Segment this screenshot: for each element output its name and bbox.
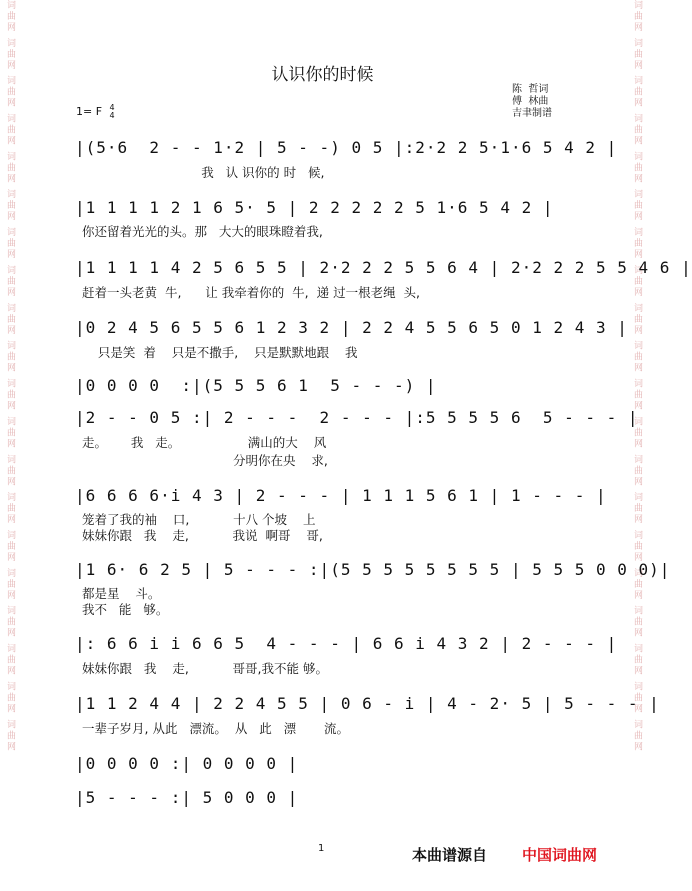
lyricist-credit: 陈 哲词 [512, 84, 549, 95]
staff-line-12: |5 - - - :| 5 0 0 0 | [75, 788, 299, 807]
credits [512, 84, 552, 120]
lyric-line-3: 赶着一头老黄 牛, 让 我牵着你的 牛, 递 过一根老绳 头, [82, 285, 420, 300]
composer-credit: 傅 林曲 [512, 96, 549, 107]
time-top: 4 [109, 103, 115, 112]
arranger-credit: 吉聿制谱 [512, 108, 552, 119]
lyric-line-10: 我不 能 够。 [82, 602, 169, 617]
staff-line-5: |0 0 0 0 :|(5 5 5 6 1 5 - - -) | [75, 376, 437, 395]
staff-line-8: |1 6· 6 2 5 | 5 - - - :|(5 5 5 5 5 5 5 5 | 5 5 5 0 0 0)| [75, 560, 671, 579]
lyric-line-8: 妹妹你跟 我 走, 我说 啊哥 哥, [82, 528, 323, 543]
song-title: 认识你的时候 [271, 65, 374, 85]
lyric-line-1: 我 认 识你的 时 候, [82, 165, 325, 180]
staff-line-6: |2 - - 0 5 :| 2 - - - 2 - - - |:5 5 5 5 6 5 - - - | [75, 408, 639, 427]
lyric-line-11: 妹妹你跟 我 走, 哥哥,我不能 够。 [82, 661, 328, 676]
staff-line-3: |1 1 1 1 4 2 5 6 5 5 | 2·2 2 2 5 5 6 4 | 2·2 2 2 5 5 4 6 | [75, 258, 692, 277]
lyric-line-12: 一辈子岁月, 从此 漂流。 从 此 漂 流。 [82, 721, 349, 736]
staff-line-4: |0 2 4 5 6 5 5 6 1 2 3 2 | 2 2 4 5 5 6 5 0 1 2 4 3 | [75, 318, 628, 337]
staff-line-2: |1 1 1 1 2 1 6 5· 5 | 2 2 2 2 2 5 1·6 5 4 2 | [75, 198, 554, 217]
staff-line-7: |6 6 6 6·i 4 3 | 2 - - - | 1 1 1 5 6 1 | 1 - - - | [75, 486, 607, 505]
source-label: 本曲谱源自 [412, 846, 488, 864]
time-signature [110, 104, 115, 120]
lyric-line-2: 你还留着光光的头。那 大大的眼珠瞪着我, [82, 224, 323, 239]
lyric-line-5: 走。 我 走。 满山的大 风 [82, 435, 327, 450]
time-bottom: 4 [109, 111, 115, 120]
lyric-line-7: 笼着了我的袖 口, 十八 个坡 上 [82, 512, 316, 527]
key-label: 1= F [76, 105, 103, 118]
staff-line-9: |: 6 6 i i 6 6 5 4 - - - | 6 6 i 4 3 2 | 2 - - - | [75, 634, 618, 653]
watermark-left: 词曲网 词曲网 词曲网 词曲网 词曲网 词曲网 词曲网 词曲网 词曲网 词曲网 词曲网 词曲网 词曲网 词曲网 词曲网 词曲网 词曲网 词曲网 词曲网 词曲网 [5, 0, 15, 753]
lyric-line-4: 只是笑 着 只是不撒手, 只是默默地跟 我 [82, 345, 358, 360]
watermark-right: 词曲网 词曲网 词曲网 词曲网 词曲网 词曲网 词曲网 词曲网 词曲网 词曲网 词曲网 词曲网 词曲网 词曲网 词曲网 词曲网 词曲网 词曲网 词曲网 词曲网 [632, 0, 642, 753]
site-name[interactable]: 中国词曲网 [522, 846, 598, 864]
staff-line-10: |1 1 2 4 4 | 2 2 4 5 5 | 0 6 - i | 4 - 2· 5 | 5 - - - | [75, 694, 660, 713]
staff-line-1: |(5·6 2 - - 1·2 | 5 - -) 0 5 |:2·2 2 5·1·6 5 4 2 | [75, 138, 618, 157]
page-number: 1 [318, 843, 325, 854]
key-signature [76, 104, 115, 120]
lyric-line-6: 分明你在央 求, [82, 453, 328, 468]
staff-line-11: |0 0 0 0 :| 0 0 0 0 | [75, 754, 299, 773]
lyric-line-9: 都是星 斗。 [82, 586, 161, 601]
